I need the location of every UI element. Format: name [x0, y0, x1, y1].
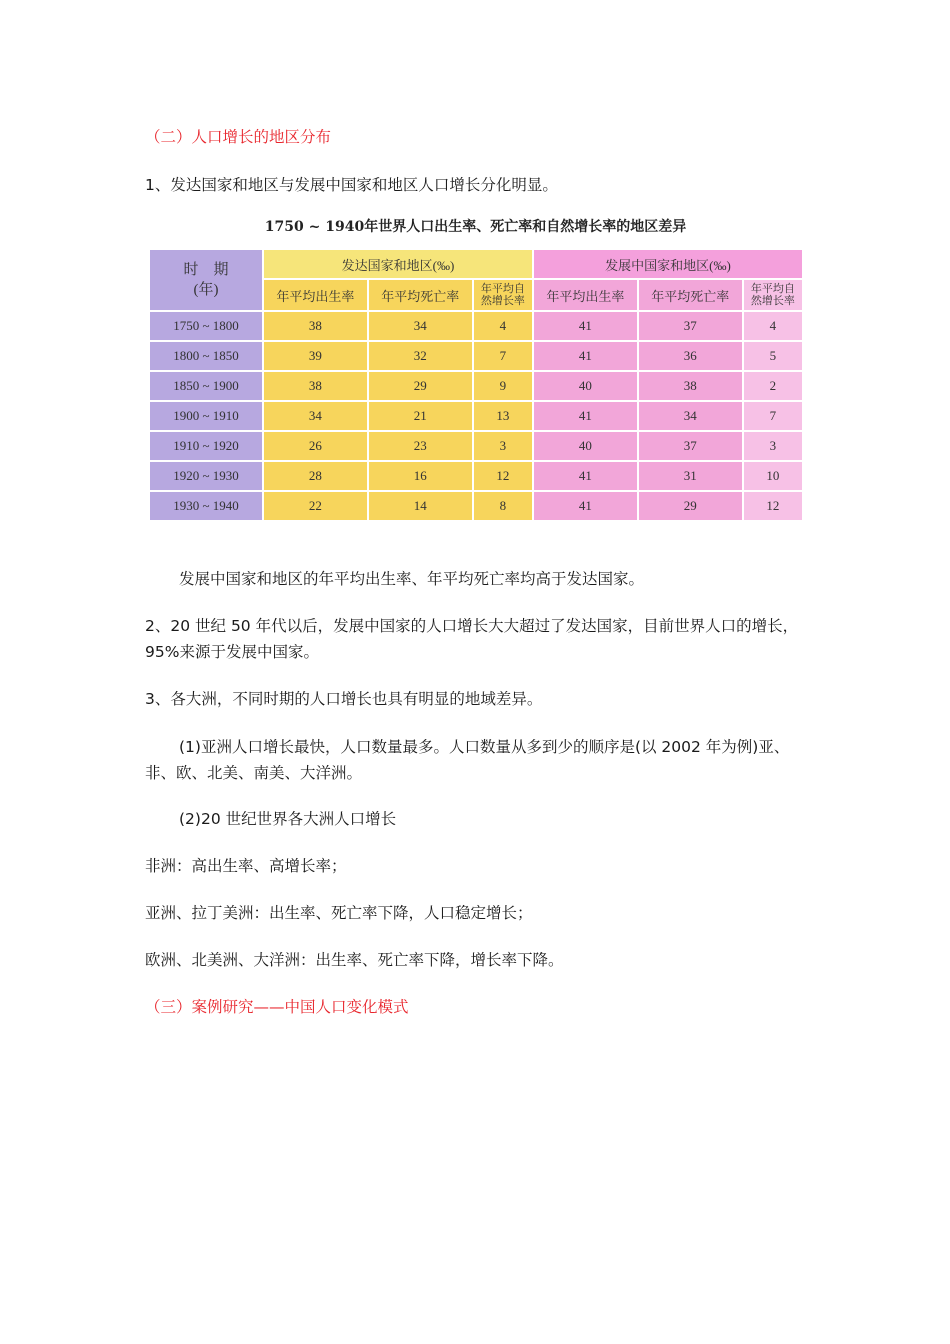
dvg-growth-cell: 2: [743, 371, 803, 401]
period-cell: 1910 ~ 1920: [149, 431, 263, 461]
dvg-birth-cell: 41: [533, 461, 638, 491]
dev-birth-cell: 22: [263, 491, 368, 521]
dev-growth-cell: 9: [473, 371, 533, 401]
dvg-growth-cell: 4: [743, 311, 803, 341]
dvg-birth-cell: 41: [533, 341, 638, 371]
dev-death-cell: 21: [368, 401, 473, 431]
dev-growth-cell: 8: [473, 491, 533, 521]
period-cell: 1850 ~ 1900: [149, 371, 263, 401]
europe-na-oceania-line: 欧洲、北美洲、大洋洲：出生率、死亡率下降，增长率下降。: [145, 951, 564, 969]
africa-line: 非洲：高出生率、高增长率；: [145, 857, 347, 875]
period-header-line2: (年): [193, 282, 219, 298]
dvg-death-cell: 37: [638, 311, 743, 341]
note-developing-rates: 发展中国家和地区的年平均出生率、年平均死亡率均高于发达国家。: [179, 570, 645, 588]
asia-latam-line: 亚洲、拉丁美洲：出生率、死亡率下降，人口稳定增长；: [145, 904, 533, 922]
sub-point-1: (1)亚洲人口增长最快，人口数量最多。人口数量从多到少的顺序是(以 2002 年为例)亚、非、欧、北美、南美、大洋洲。: [145, 738, 790, 782]
dvg-birth-header: 年平均出生率: [533, 279, 638, 311]
table-title: 1750 ~ 1940年世界人口出生率、死亡率和自然增长率的地区差异: [264, 219, 687, 235]
dvg-birth-cell: 40: [533, 371, 638, 401]
dvg-death-cell: 29: [638, 491, 743, 521]
period-header: [149, 249, 263, 311]
dvg-death-cell: 34: [638, 401, 743, 431]
dvg-growth-cell: 12: [743, 491, 803, 521]
table-row: [149, 311, 803, 341]
section-heading-2: （二）人口增长的地区分布: [145, 128, 332, 146]
dev-growth-cell: 7: [473, 341, 533, 371]
dvg-growth-cell: 7: [743, 401, 803, 431]
dev-death-cell: 14: [368, 491, 473, 521]
dev-birth-cell: 38: [263, 371, 368, 401]
dev-growth-header: [473, 279, 533, 311]
population-rate-table: [148, 248, 804, 522]
point-2: 2、20 世纪 50 年代以后，发展中国家的人口增长大大超过了发达国家，目前世界人口的增长，95%来源于发展中国家。: [145, 617, 799, 661]
dev-birth-header: 年平均出生率: [263, 279, 368, 311]
section-heading-3: （三）案例研究——中国人口变化模式: [145, 998, 409, 1016]
dev-birth-cell: 34: [263, 401, 368, 431]
dvg-birth-cell: 41: [533, 491, 638, 521]
dvg-growth-header-line2: 然增长率: [750, 295, 795, 307]
dvg-growth-cell: 3: [743, 431, 803, 461]
dev-birth-cell: 28: [263, 461, 368, 491]
dev-growth-cell: 13: [473, 401, 533, 431]
dvg-growth-header-line1: 年平均自: [750, 283, 795, 295]
dvg-growth-header: [743, 279, 803, 311]
dvg-death-cell: 37: [638, 431, 743, 461]
dev-growth-header-line2: 然增长率: [480, 295, 525, 307]
dev-death-cell: 32: [368, 341, 473, 371]
period-cell: 1750 ~ 1800: [149, 311, 263, 341]
period-cell: 1930 ~ 1940: [149, 491, 263, 521]
sub-point-2: (2)20 世纪世界各大洲人口增长: [179, 810, 397, 828]
period-header-line1: 时 期: [183, 262, 229, 278]
period-cell: 1800 ~ 1850: [149, 341, 263, 371]
group-developed-header: 发达国家和地区(‰): [263, 249, 533, 279]
dvg-death-header: 年平均死亡率: [638, 279, 743, 311]
dvg-death-cell: 36: [638, 341, 743, 371]
dvg-growth-cell: 5: [743, 341, 803, 371]
dvg-growth-cell: 10: [743, 461, 803, 491]
dev-birth-cell: 39: [263, 341, 368, 371]
dev-birth-cell: 26: [263, 431, 368, 461]
dev-death-cell: 16: [368, 461, 473, 491]
dev-birth-cell: 38: [263, 311, 368, 341]
dvg-birth-cell: 40: [533, 431, 638, 461]
period-cell: 1920 ~ 1930: [149, 461, 263, 491]
dev-growth-cell: 12: [473, 461, 533, 491]
point-3: 3、各大洲，不同时期的人口增长也具有明显的地域差异。: [145, 690, 543, 708]
dev-death-cell: 23: [368, 431, 473, 461]
dev-death-cell: 29: [368, 371, 473, 401]
table-row: [149, 491, 803, 521]
dvg-death-cell: 38: [638, 371, 743, 401]
point-1: 1、发达国家和地区与发展中国家和地区人口增长分化明显。: [145, 176, 558, 194]
dev-death-cell: 34: [368, 311, 473, 341]
dev-growth-cell: 4: [473, 311, 533, 341]
dvg-death-cell: 31: [638, 461, 743, 491]
dev-death-header: 年平均死亡率: [368, 279, 473, 311]
table-row: [149, 341, 803, 371]
dev-growth-cell: 3: [473, 431, 533, 461]
table-row: [149, 461, 803, 491]
dvg-birth-cell: 41: [533, 401, 638, 431]
table-row: [149, 371, 803, 401]
dvg-birth-cell: 41: [533, 311, 638, 341]
table-row: [149, 401, 803, 431]
dev-growth-header-line1: 年平均自: [480, 283, 525, 295]
period-cell: 1900 ~ 1910: [149, 401, 263, 431]
table-row: [149, 431, 803, 461]
group-developing-header: 发展中国家和地区(‰): [533, 249, 803, 279]
